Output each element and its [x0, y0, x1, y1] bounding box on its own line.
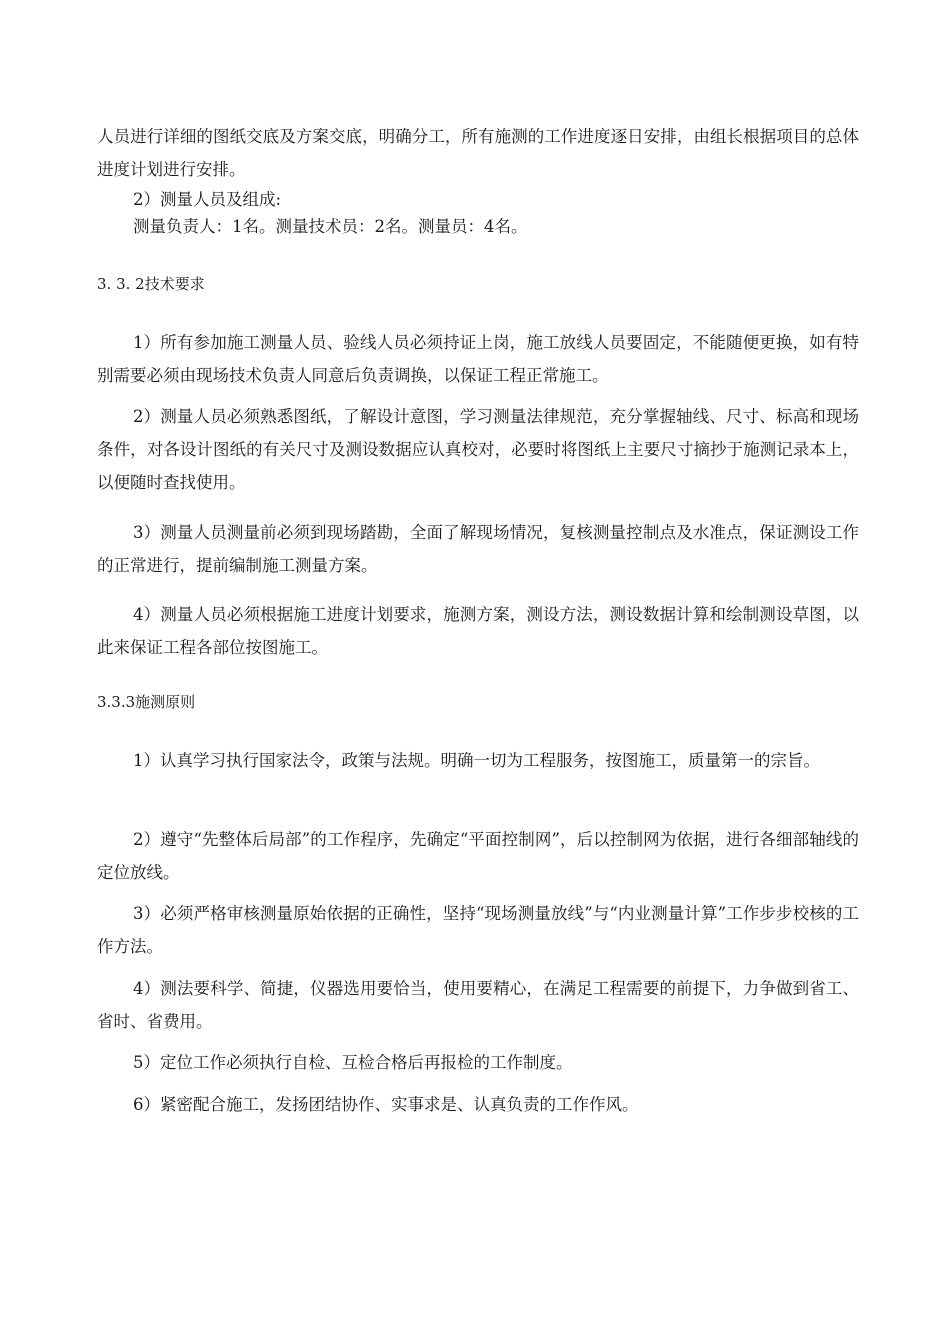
- section-333-item-2: 2）遵守“先整体后局部”的工作程序，先确定“平面控制网”，后以控制网为依据，进行各细部轴线的定位放线。: [97, 830, 859, 882]
- section-333-item-4: 4）测法要科学、简捷，仪器选用要恰当，使用要精心，在满足工程需要的前提下，力争做到省工、省时、省费用。: [97, 979, 859, 1031]
- section-332-title: 3. 3. 2技术要求: [97, 275, 205, 293]
- staff-detail: 测量负责人：1名。测量技术员：2名。测量员：4名。: [133, 217, 528, 236]
- section-333-item-5: 5）定位工作必须执行自检、互检合格后再报检的工作制度。: [133, 1053, 573, 1072]
- section-333-item-3: 3）必须严格审核测量原始依据的正确性，坚持“现场测量放线”与“内业测量计算”工作步步校核的工作方法。: [97, 904, 859, 956]
- section-332-item-3: 3）测量人员测量前必须到现场踏勘，全面了解现场情况，复核测量控制点及水准点，保证测设工作的正常进行，提前编制施工测量方案。: [97, 523, 859, 575]
- section-332-item-1: 1）所有参加施工测量人员、验线人员必须持证上岗，施工放线人员要固定，不能随便更换，如有特别需要必须由现场技术负责人同意后负责调换，以保证工程正常施工。: [97, 333, 859, 385]
- section-333-title: 3.3.3施测原则: [97, 693, 196, 711]
- section-332-item-4: 4）测量人员必须根据施工进度计划要求，施测方案，测设方法，测设数据计算和绘制测设草图，以此来保证工程各部位按图施工。: [97, 605, 859, 657]
- section-333-item-6: 6）紧密配合施工，发扬团结协作、实事求是、认真负责的工作作风。: [133, 1095, 639, 1114]
- section-333-item-1: 1）认真学习执行国家法令，政策与法规。明确一切为工程服务，按图施工，质量第一的宗旨。: [133, 751, 820, 770]
- continuation-paragraph: 人员进行详细的图纸交底及方案交底，明确分工，所有施测的工作进度逐日安排，由组长根据项目的总体进度计划进行安排。: [97, 127, 859, 179]
- staff-heading: 2）测量人员及组成:: [133, 190, 282, 209]
- section-332-item-2: 2）测量人员必须熟悉图纸，了解设计意图，学习测量法律规范，充分掌握轴线、尺寸、标高和现场条件，对各设计图纸的有关尺寸及测设数据应认真校对，必要时将图纸上主要尺寸摘抄于施测记录本上，以便随时查找使用。: [97, 407, 859, 492]
